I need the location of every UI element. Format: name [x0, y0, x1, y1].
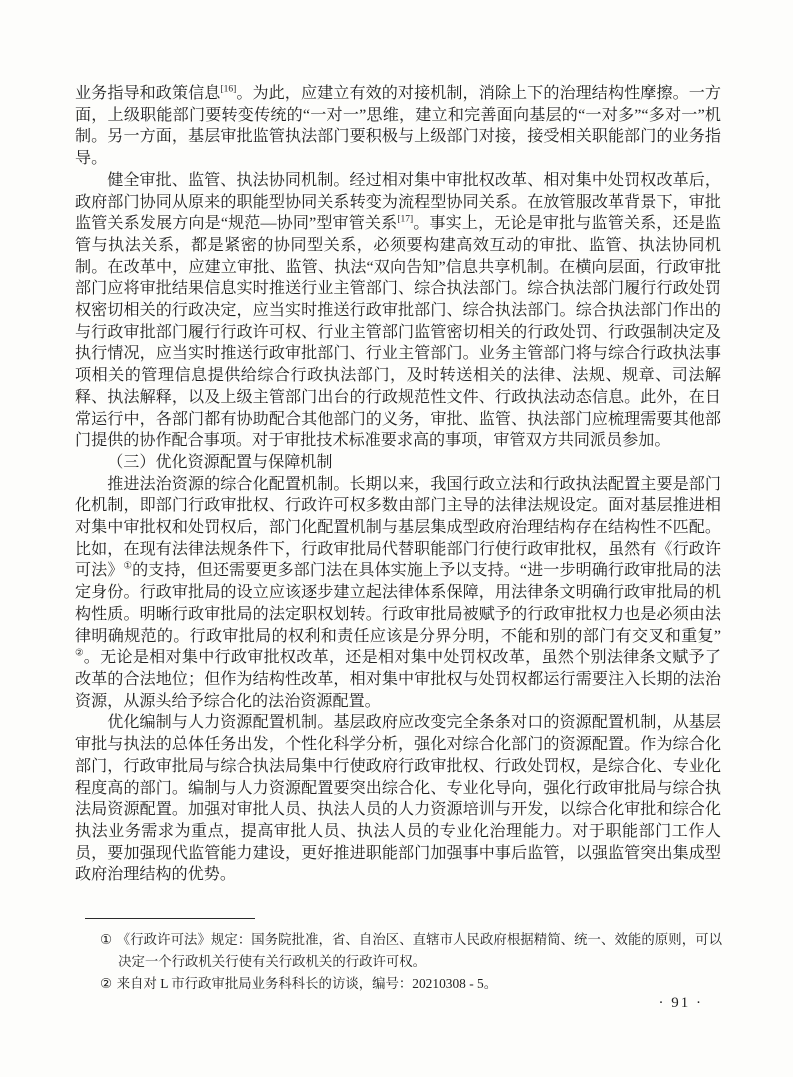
footnote-reference: [17]: [397, 214, 414, 225]
footnotes: [100, 929, 722, 994]
footnote-reference: [16]: [220, 84, 237, 95]
page-number: · 91 ·: [658, 995, 703, 1011]
footnote-reference: ①: [123, 562, 133, 573]
footnote-reference: ②: [75, 648, 84, 659]
text-body: [75, 83, 721, 886]
paragraph: 业务指导和政策信息[16]。为此，应建立有效的对接机制，消除上下的治理结构性摩擦。一方面，上级职能部门要转变传统的“一对一”思维，建立和完善面向基层的“一对多”“多对一”机制。另一方面，基层审批监管执法部门要积极与上级部门对接，接受相关职能部门的业务指导。: [75, 84, 722, 168]
footnote-item: ① 《行政许可法》规定：国务院批准，省、自治区、直辖市人民政府根据精简、统一、效能的原则，可以决定一个行政机关行使有关行政机关的行政许可权。: [100, 932, 722, 969]
paragraph: 健全审批、监管、执法协同机制。经过相对集中审批权改革、相对集中处罚权改革后，政府部门协同从原来的职能型协同关系转变为流程型协同关系。在放管服改革背景下，审批监管关系发展方向是“规范—协同”型审管关系[17]。事实上，无论是审批与监管关系，还是监管与执法关系，都是紧密的协同型关系，必须要构建高效互动的审批、监管、执法协同机制。在改革中，应建立审批、监管、执法“双向告知”信息共享机制。在横向层面，行政审批部门应将审批结果信息实时推送行业主管部门、综合执法部门。综合执法部门履行行政处罚权密切相关的行政决定，应当实时推送行政审批部门、综合执法部门。综合执法部门作出的与行政审批部门履行行政许可权、行业主管部门监管密切相关的行政处罚、行政强制决定及执行情况，应当实时推送行政审批部门、行业主管部门。业务主管部门将与综合行政执法事项相关的管理信息提供给综合行政执法部门，及时转送相关的法律、法规、规章、司法解释、执法解释，以及上级主管部门出台的行政规范性文件、行政执法动态信息。此外，在日常运行中，各部门都有协助配合其他部门的义务，审批、监管、执法部门应梳理需要其他部门提供的协作配合事项。对于审批技术标准要求高的事项，审管双方共同派员参加。: [75, 171, 722, 450]
section-heading: （三）优化资源配置与保障机制: [107, 453, 333, 471]
paragraph: 推进法治资源的综合化配置机制。长期以来，我国行政立法和行政执法配置主要是部门化机制，即部门行政审批权、行政许可权多数由部门主导的法律法规设定。面对基层推进相对集中审批权和处罚权后，部门化配置机制与基层集成型政府治理结构存在结构性不匹配。比如，在现有法律法规条件下，行政审批局代替职能部门行使行政审批权，虽然有《行政许可法》①的支持，但还需要更多部门法在具体实施上予以支持。“进一步明确行政审批局的法定身份。行政审批局的设立应该逐步建立起法律体系保障，用法律条文明确行政审批局的机构性质。明晰行政审批局的法定职权划转。行政审批局被赋予的行政审批权力也是必须由法律明确规范的。行政审批局的权利和责任应该是分界分明，不能和别的部门有交叉和重复”②。无论是相对集中行政审批权改革，还是相对集中处罚权改革，虽然个别法律条文赋予了改革的合法地位；但作为结构性改革，相对集中审批权与处罚权都运行需要注入长期的法治资源，从源头给予综合化的法治资源配置。: [75, 475, 721, 710]
footnote-marker: ②: [100, 975, 113, 991]
footnote-separator: [85, 918, 255, 919]
paragraph: 优化编制与人力资源配置机制。基层政府应改变完全条条对口的资源配置机制，从基层审批与执法的总体任务出发，个性化科学分析，强化对综合化部门的资源配置。作为综合化部门，行政审批局与综合执法局集中行使政府行政审批权、行政处罚权，是综合化、专业化程度高的部门。编制与人力资源配置要突出综合化、专业化导向，强化行政审批局与综合执法局资源配置。加强对审批人员、执法人员的人力资源培训与开发，以综合化审批和综合化执法业务需求为重点，提高审批人员、执法人员的专业化治理能力。对于职能部门工作人员，要加强现代监管能力建设，更好推进职能部门加强事中事后监管，以强监管突出集成型政府治理结构的优势。: [75, 714, 721, 884]
footnote-marker: ①: [100, 932, 113, 947]
footnote-item: ② 来自对 L 市行政审批局业务科科长的访谈，编号：20210308 - 5。: [100, 975, 498, 991]
